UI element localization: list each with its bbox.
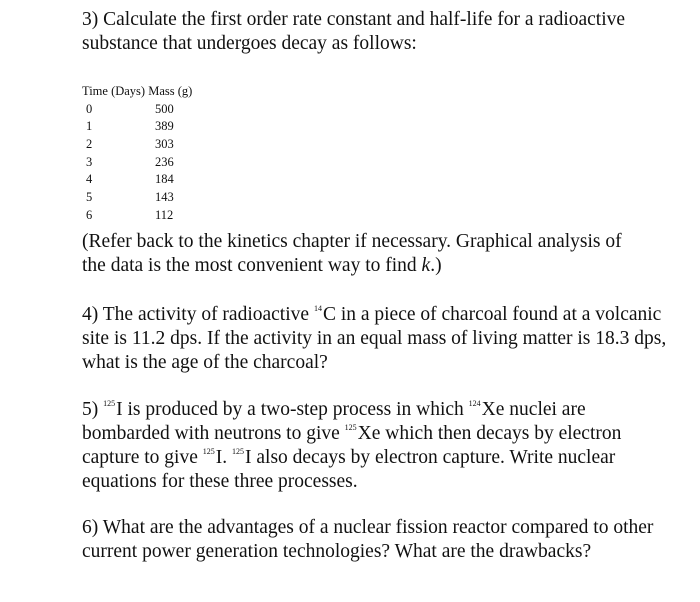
table-row	[82, 207, 192, 225]
table-row	[82, 171, 192, 189]
table-cell-mass: 184	[155, 172, 174, 187]
table-cell-mass: 389	[155, 119, 174, 134]
table-row	[82, 189, 192, 207]
table-row	[82, 101, 192, 119]
isotope-mass-number: 124	[468, 399, 481, 408]
question-3	[82, 8, 672, 56]
isotope-mass-number: 14	[313, 304, 322, 313]
table-row	[82, 118, 192, 136]
question-5-text-b: I is produced by a two-step process in which	[116, 399, 464, 420]
refer-note	[82, 230, 642, 278]
table-cell-mass: 112	[155, 207, 174, 222]
table-cell-time: 4	[86, 172, 93, 187]
table-cell-time: 1	[86, 119, 93, 134]
table-row	[82, 154, 192, 172]
table-cell-mass: 236	[155, 154, 174, 169]
table-header	[82, 83, 192, 101]
isotope-mass-number: 125	[103, 399, 116, 408]
rate-constant-variable: k	[421, 255, 431, 276]
question-5-text-a: 5)	[82, 399, 99, 420]
question-4-text-b: C in a piece of charcoal found at a volcanic site is 11.2 dps. If the activity in an equal mass of living matter is 18.3 dps, what is the age of the charcoal?	[82, 304, 667, 373]
question-5-text-c: Xe nuclei are bombarded with neutrons to give	[82, 399, 586, 444]
table-cell-mass: 303	[155, 137, 174, 152]
question-4	[82, 303, 672, 375]
isotope-mass-number: 125	[344, 423, 357, 432]
isotope-mass-number: 125	[232, 447, 244, 456]
question-5	[82, 398, 672, 494]
table-cell-time: 3	[86, 154, 93, 169]
table-cell-mass: 143	[155, 190, 174, 205]
question-5-text-d: Xe which then decays by electron capture to give	[82, 423, 622, 468]
refer-text: (Refer back to the kinetics chapter if necessary. Graphical analysis of the data is the most convenient way to find	[82, 231, 622, 276]
table-cell-mass: 500	[155, 101, 174, 116]
question-4-text-a: 4) The activity of radioactive	[82, 304, 310, 325]
isotope-mass-number: 125	[202, 447, 215, 456]
table-cell-time: 6	[86, 207, 93, 222]
table-cell-time: 0	[86, 101, 93, 116]
table-row	[82, 136, 192, 154]
header-mass: Mass (g)	[148, 84, 193, 98]
table-cell-time: 5	[86, 190, 93, 205]
decay-data-table	[82, 83, 192, 225]
question-5-text-e: I.	[215, 447, 228, 468]
table-cell-time: 2	[86, 137, 93, 152]
question-6-text: 6) What are the advantages of a nuclear fission reactor compared to other current power generation technologies? What are the drawbacks?	[82, 517, 654, 562]
refer-end: .)	[430, 255, 442, 276]
question-5-text-f: I also decays by electron capture. Write nuclear equations for these three processes.	[82, 447, 616, 492]
question-3-text: 3) Calculate the first order rate constant and half-life for a radioactive substance that undergoes decay as follows:	[82, 9, 626, 54]
question-6	[82, 516, 672, 564]
header-time: Time (Days)	[82, 84, 146, 98]
